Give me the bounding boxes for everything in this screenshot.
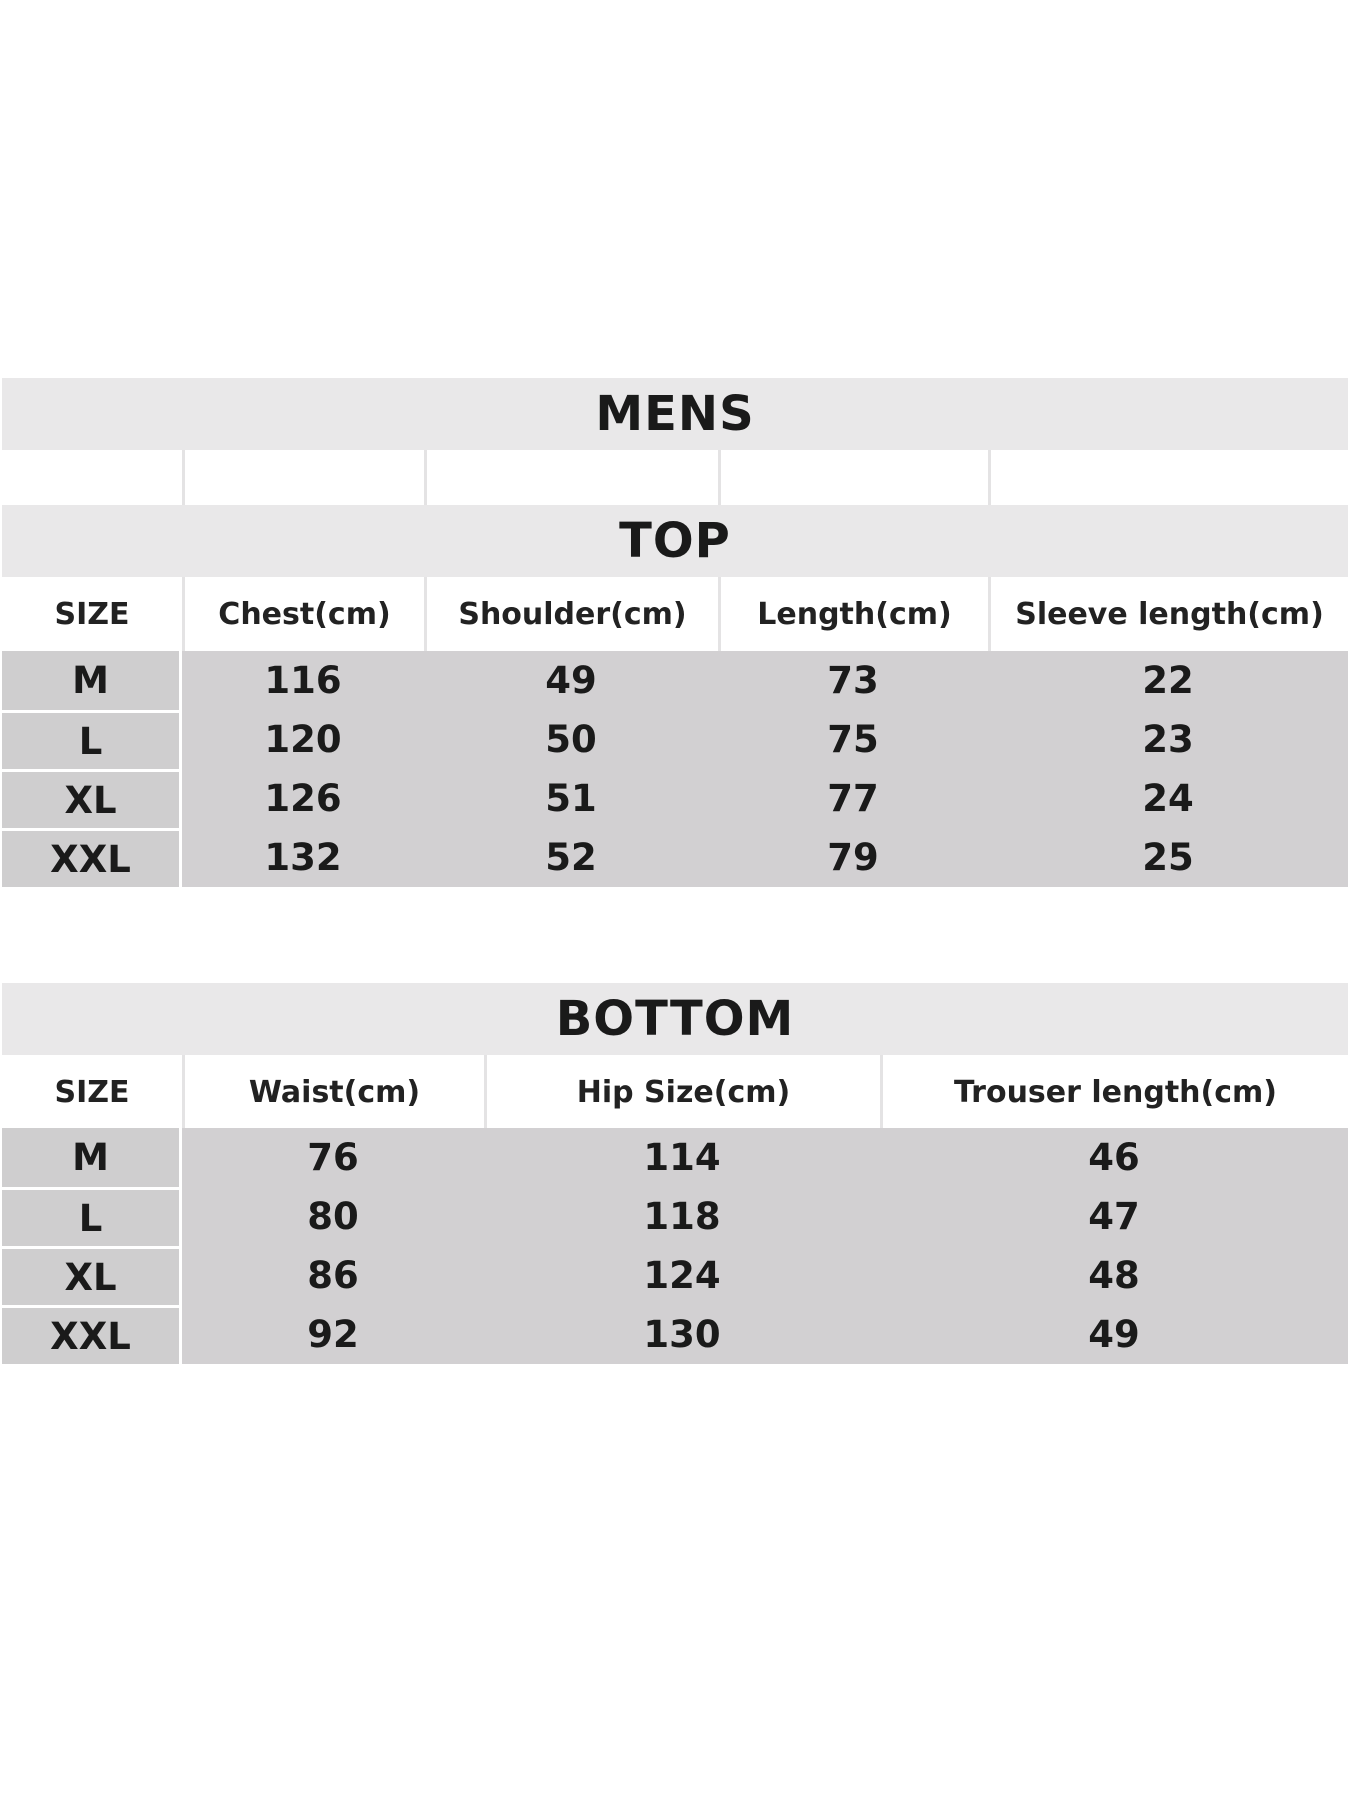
table-row [2, 1305, 1348, 1364]
table-row [2, 1187, 1348, 1246]
value-cell: 79 [718, 828, 988, 887]
value-cell: 114 [484, 1128, 880, 1187]
value-cell: 52 [424, 828, 718, 887]
value-cell: 23 [988, 710, 1348, 769]
value-cell: 24 [988, 769, 1348, 828]
value-cell: 47 [880, 1187, 1348, 1246]
table-row [2, 828, 1348, 887]
table-row [2, 651, 1348, 710]
size-cell: XXL [2, 828, 182, 887]
table-row [2, 1128, 1348, 1187]
column-header: Sleeve length(cm) [988, 577, 1348, 651]
value-cell: 49 [880, 1305, 1348, 1364]
column-header: Length(cm) [718, 577, 988, 651]
spacer-row [2, 450, 1348, 505]
table-row [2, 769, 1348, 828]
value-cell: 51 [424, 769, 718, 828]
mens-title: MENS [2, 378, 1348, 450]
value-cell: 22 [988, 651, 1348, 710]
size-cell: M [2, 651, 182, 710]
table-row [2, 1246, 1348, 1305]
value-cell: 120 [182, 710, 424, 769]
size-cell: M [2, 1128, 182, 1187]
size-cell: XL [2, 1246, 182, 1305]
value-cell: 77 [718, 769, 988, 828]
column-header: Shoulder(cm) [424, 577, 718, 651]
value-cell: 76 [182, 1128, 484, 1187]
size-cell: XXL [2, 1305, 182, 1364]
value-cell: 126 [182, 769, 424, 828]
top-header-row [2, 577, 1348, 651]
value-cell: 118 [484, 1187, 880, 1246]
value-cell: 75 [718, 710, 988, 769]
value-cell: 46 [880, 1128, 1348, 1187]
value-cell: 73 [718, 651, 988, 710]
top-section-title: TOP [2, 505, 1348, 577]
column-header: Trouser length(cm) [880, 1055, 1348, 1129]
value-cell: 86 [182, 1246, 484, 1305]
value-cell: 80 [182, 1187, 484, 1246]
value-cell: 124 [484, 1246, 880, 1305]
column-header: SIZE [54, 1074, 130, 1110]
size-cell: L [2, 1187, 182, 1246]
value-cell: 130 [484, 1305, 880, 1364]
size-cell: XL [2, 769, 182, 828]
column-header: Waist(cm) [182, 1055, 484, 1129]
size-cell: L [2, 710, 182, 769]
bottom-section-title: BOTTOM [2, 983, 1348, 1055]
bottom-header-row [2, 1055, 1348, 1129]
value-cell: 92 [182, 1305, 484, 1364]
value-cell: 49 [424, 651, 718, 710]
table-row [2, 710, 1348, 769]
value-cell: 50 [424, 710, 718, 769]
column-header: Chest(cm) [182, 577, 424, 651]
column-header: SIZE [54, 596, 130, 632]
value-cell: 116 [182, 651, 424, 710]
value-cell: 48 [880, 1246, 1348, 1305]
value-cell: 25 [988, 828, 1348, 887]
column-header: Hip Size(cm) [484, 1055, 880, 1129]
value-cell: 132 [182, 828, 424, 887]
